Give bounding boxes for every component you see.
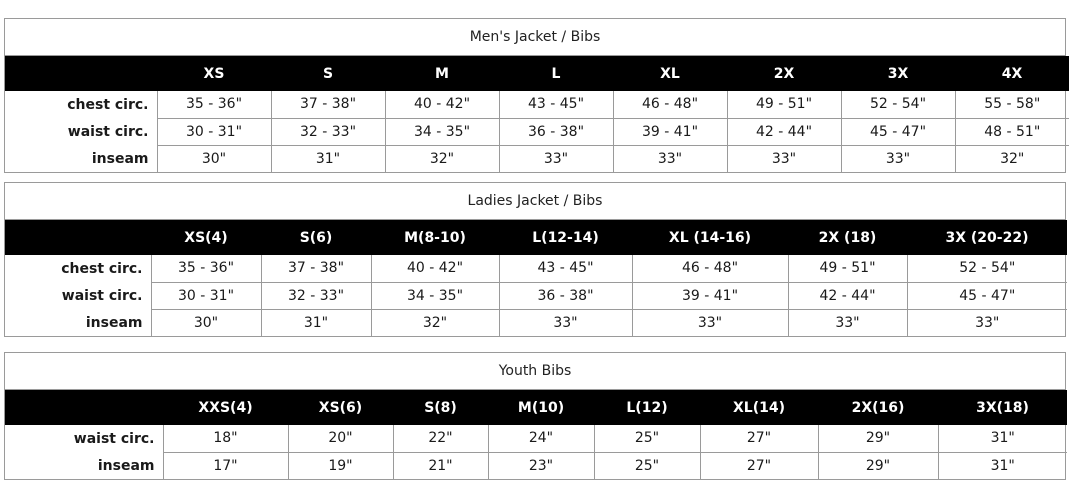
- size-header: S: [322, 65, 334, 82]
- size-table: [5, 390, 1067, 479]
- measurement-cell: 19": [288, 452, 393, 479]
- measurement-cell: 34 - 35": [371, 282, 499, 309]
- size-header: XXS(4): [198, 399, 253, 416]
- size-header: S(8): [424, 399, 457, 416]
- measurement-cell: 46 - 48": [613, 91, 727, 118]
- size-header: 3X(18): [976, 399, 1029, 416]
- table-row: [5, 282, 1067, 309]
- measurement-cell: 35 - 36": [151, 255, 261, 282]
- measurement-cell: 32 - 33": [261, 282, 371, 309]
- size-header: XS: [203, 65, 225, 82]
- mens-size-chart: [4, 18, 1066, 173]
- chart-title: Men's Jacket / Bibs: [5, 19, 1065, 56]
- table-row: [5, 309, 1067, 336]
- measurement-cell: 27": [700, 425, 818, 452]
- size-header: M(8-10): [404, 229, 466, 246]
- row-label: inseam: [85, 314, 143, 331]
- size-header-row: [5, 220, 1067, 255]
- measurement-cell: 39 - 41": [613, 118, 727, 145]
- table-row: [5, 452, 1067, 479]
- measurement-cell: 30 - 31": [151, 282, 261, 309]
- size-header: M: [435, 65, 449, 82]
- measurement-cell: 33": [788, 309, 907, 336]
- table-row: [5, 91, 1069, 118]
- measurement-cell: 36 - 38": [499, 118, 613, 145]
- measurement-cell: 52 - 54": [907, 255, 1067, 282]
- measurement-cell: 36 - 38": [499, 282, 632, 309]
- measurement-cell: 42 - 44": [788, 282, 907, 309]
- measurement-cell: 31": [271, 145, 385, 172]
- measurement-cell: 45 - 47": [841, 118, 955, 145]
- size-header: L(12): [626, 399, 668, 416]
- measurement-cell: 49 - 51": [788, 255, 907, 282]
- measurement-cell: 31": [938, 452, 1067, 479]
- measurement-cell: 32": [385, 145, 499, 172]
- size-header: XS(4): [184, 229, 228, 246]
- measurement-cell: 32": [371, 309, 499, 336]
- size-table: [5, 56, 1069, 172]
- header-corner: [5, 220, 151, 255]
- measurement-cell: 32": [955, 145, 1069, 172]
- header-corner: [5, 390, 163, 425]
- measurement-cell: 55 - 58": [955, 91, 1069, 118]
- size-header: 2X (18): [818, 229, 877, 246]
- measurement-cell: 39 - 41": [632, 282, 788, 309]
- chart-title: Ladies Jacket / Bibs: [5, 183, 1065, 220]
- table-row: [5, 145, 1069, 172]
- measurement-cell: 27": [700, 452, 818, 479]
- measurement-cell: 37 - 38": [261, 255, 371, 282]
- size-header: L(12-14): [532, 229, 599, 246]
- row-label: inseam: [91, 150, 149, 167]
- measurement-cell: 30": [157, 145, 271, 172]
- size-header: XL(14): [733, 399, 785, 416]
- measurement-cell: 31": [261, 309, 371, 336]
- measurement-cell: 25": [594, 425, 700, 452]
- size-header: 3X (20-22): [945, 229, 1029, 246]
- size-header: 3X: [887, 65, 909, 82]
- measurement-cell: 37 - 38": [271, 91, 385, 118]
- measurement-cell: 33": [499, 309, 632, 336]
- measurement-cell: 52 - 54": [841, 91, 955, 118]
- measurement-cell: 33": [632, 309, 788, 336]
- measurement-cell: 43 - 45": [499, 91, 613, 118]
- measurement-cell: 45 - 47": [907, 282, 1067, 309]
- measurement-cell: 22": [393, 425, 488, 452]
- measurement-cell: 34 - 35": [385, 118, 499, 145]
- size-header-row: [5, 56, 1069, 91]
- measurement-cell: 49 - 51": [727, 91, 841, 118]
- size-header-row: [5, 390, 1067, 425]
- measurement-cell: 35 - 36": [157, 91, 271, 118]
- size-header: XS(6): [318, 399, 363, 416]
- row-label: waist circ.: [61, 287, 143, 304]
- measurement-cell: 33": [613, 145, 727, 172]
- measurement-cell: 29": [818, 425, 938, 452]
- measurement-cell: 25": [594, 452, 700, 479]
- measurement-cell: 42 - 44": [727, 118, 841, 145]
- measurement-cell: 24": [488, 425, 594, 452]
- row-label: chest circ.: [61, 260, 143, 277]
- header-corner: [5, 56, 157, 91]
- measurement-cell: 31": [938, 425, 1067, 452]
- measurement-cell: 40 - 42": [385, 91, 499, 118]
- measurement-cell: 46 - 48": [632, 255, 788, 282]
- size-header: 2X(16): [851, 399, 905, 416]
- measurement-cell: 23": [488, 452, 594, 479]
- measurement-cell: 21": [393, 452, 488, 479]
- measurement-cell: 18": [163, 425, 288, 452]
- measurement-cell: 40 - 42": [371, 255, 499, 282]
- size-header: XL: [660, 65, 680, 82]
- table-row: [5, 425, 1067, 452]
- measurement-cell: 48 - 51": [955, 118, 1069, 145]
- measurement-cell: 43 - 45": [499, 255, 632, 282]
- measurement-cell: 30": [151, 309, 261, 336]
- measurement-cell: 33": [727, 145, 841, 172]
- measurement-cell: 29": [818, 452, 938, 479]
- chart-title: Youth Bibs: [5, 353, 1065, 390]
- measurement-cell: 20": [288, 425, 393, 452]
- row-label: waist circ.: [67, 123, 149, 140]
- row-label: chest circ.: [67, 96, 149, 113]
- size-table: [5, 220, 1067, 336]
- size-header: M(10): [517, 399, 565, 416]
- table-row: [5, 118, 1069, 145]
- measurement-cell: 33": [499, 145, 613, 172]
- size-header: L: [551, 65, 561, 82]
- size-header: S(6): [299, 229, 333, 246]
- row-label: waist circ.: [73, 430, 155, 447]
- size-header: 4X: [1001, 65, 1023, 82]
- size-header: XL (14-16): [668, 229, 752, 246]
- ladies-size-chart: [4, 182, 1066, 337]
- measurement-cell: 30 - 31": [157, 118, 271, 145]
- measurement-cell: 32 - 33": [271, 118, 385, 145]
- row-label: inseam: [97, 457, 155, 474]
- youth-size-chart: [4, 352, 1066, 480]
- measurement-cell: 33": [907, 309, 1067, 336]
- measurement-cell: 17": [163, 452, 288, 479]
- size-header: 2X: [773, 65, 795, 82]
- measurement-cell: 33": [841, 145, 955, 172]
- table-row: [5, 255, 1067, 282]
